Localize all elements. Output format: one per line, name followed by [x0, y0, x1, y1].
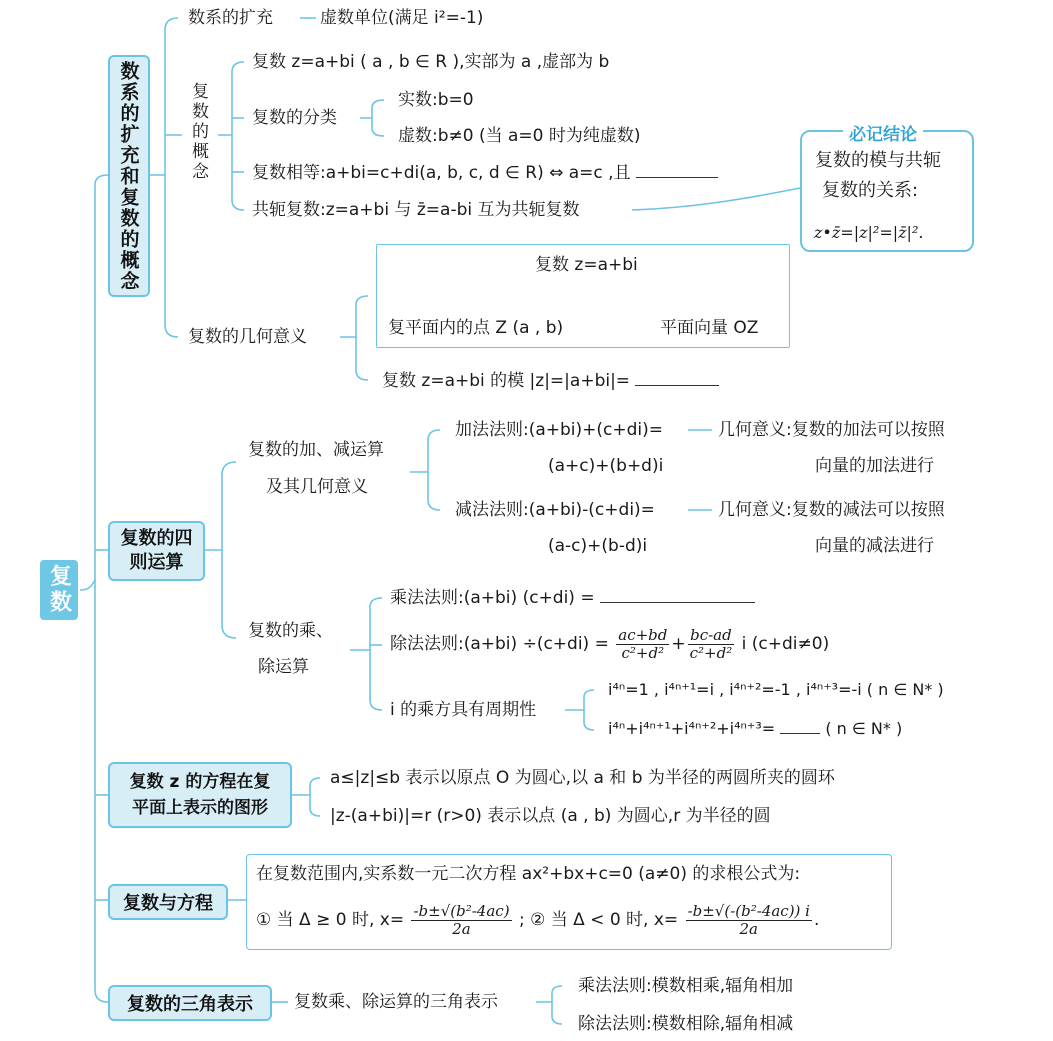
formula-cases [256, 900, 819, 940]
geometry-complex: 复数 z=a+bi [535, 255, 638, 275]
note-line1: 复数的模与共轭 [815, 150, 941, 171]
complex-equality-text: 复数相等:a+bi=c+di(a, b, c, d ∈ R) ⇔ a=c ,且 [252, 163, 631, 183]
div-rule: 除法法则:(a+bi) ÷(c+di) = $\frac{ac+bd}{\text{c²+d²}}$ + $\frac{bc-ad}{\text{c²+d²}}$ i (c+di≠0) [390, 625, 830, 662]
root2-den: 2a [739, 919, 759, 938]
mul-rule [390, 586, 755, 609]
expansion-label: 数系的扩充 [188, 8, 273, 28]
root2-num: -b±√(-(b²-4ac)) i [687, 901, 810, 920]
period-line1: i⁴ⁿ=1 , i⁴ⁿ⁺¹=i , i⁴ⁿ⁺²=-1 , i⁴ⁿ⁺³=-i ( n ∈ N* ) [608, 680, 944, 699]
imaginary-number: 虚数:b≠0 (当 a=0 时为纯虚数) [398, 126, 641, 146]
formula-end: . [813, 910, 820, 930]
graph-circle: |z-(a+bi)|=r (r>0) 表示以点 (a , b) 为圆心,r 为半径的圆 [330, 806, 771, 826]
muldiv-label2: 除运算 [258, 657, 309, 677]
real-number: 实数:b=0 [398, 90, 474, 110]
div-fraction-real [616, 627, 669, 662]
addsub-label2: 及其几何意义 [266, 477, 368, 497]
period-label: i 的乘方具有周期性 [390, 700, 537, 720]
expansion-detail: 虚数单位(满足 i²=-1) [320, 8, 484, 28]
div-den-real: c²+d² [621, 643, 665, 662]
muldiv-label1: 复数的乘、 [248, 621, 333, 641]
classification-label: 复数的分类 [252, 108, 337, 128]
note-formula: z•z̄=|z|²=|z̄|². [814, 223, 924, 242]
div-rule-text: 除法法则:(a+bi) ÷(c+di) = [390, 634, 609, 654]
modulus-text: 复数 z=a+bi 的模 |z|=|a+bi|= [382, 371, 631, 391]
trig-mul: 乘法法则:模数相乘,辐角相加 [578, 976, 794, 996]
add-rule2: (a+c)+(b+d)i [548, 456, 664, 476]
note-title: 必记结论 [843, 120, 923, 145]
graph-ring: a≤|z|≤b 表示以原点 O 为圆心,以 a 和 b 为半径的两圆所夹的圆环 [330, 768, 835, 788]
section-title-arithmetic [108, 521, 205, 581]
section-title-graph-line2: 平面上表示的图形 [132, 798, 268, 818]
note-line2: 复数的关系: [822, 180, 919, 201]
modulus-line [382, 369, 719, 392]
section-title-trig-text: 复数的三角表示 [127, 994, 253, 1015]
sub-geo2: 向量的减法进行 [815, 536, 934, 556]
root1-num: -b±√(b²-4ac) [413, 901, 510, 920]
div-suffix: i (c+di≠0) [741, 634, 830, 654]
complex-equality [252, 161, 718, 184]
trig-div: 除法法则:模数相除,辐角相减 [578, 1014, 794, 1034]
section-title-arithmetic-text: 复数的四则运算 [120, 528, 193, 573]
geometry-vector: 平面向量 OZ [660, 318, 759, 338]
addsub-label1: 复数的加、减运算 [248, 440, 384, 460]
section-title-equations-text: 复数与方程 [123, 893, 213, 914]
case2-text: ; ② 当 Δ < 0 时, x= [518, 910, 679, 930]
sub-rule2: (a-c)+(b-d)i [548, 536, 648, 556]
section-title-equation-graph [108, 762, 292, 828]
answer-blank[interactable] [780, 717, 820, 734]
section-title-concept-text: 数系的扩充和复数的概念 [117, 60, 140, 292]
case1-text: ① 当 Δ ≥ 0 时, x= [256, 910, 405, 930]
section-title-concept [108, 55, 150, 297]
answer-blank[interactable] [635, 369, 719, 386]
add-geo2: 向量的加法进行 [815, 456, 934, 476]
root-fraction-1 [411, 903, 511, 938]
div-den-imag: c²+d² [689, 643, 733, 662]
geometry-point: 复平面内的点 Z (a , b) [388, 318, 564, 338]
root-node: 复数 [40, 560, 78, 620]
root1-den: 2a [452, 919, 471, 938]
period-line2-text: i⁴ⁿ+i⁴ⁿ⁺¹+i⁴ⁿ⁺²+i⁴ⁿ⁺³= [608, 719, 776, 738]
div-fraction-imag [688, 627, 735, 662]
complex-definition: 复数 z=a+bi ( a , b ∈ R ),实部为 a ,虚部为 b [252, 52, 610, 72]
concept-label-text: 复数的概念 [188, 82, 208, 182]
add-geo1: 几何意义:复数的加法可以按照 [718, 420, 945, 440]
period-line2 [608, 717, 902, 740]
formula-intro: 在复数范围内,实系数一元二次方程 ax²+bx+c=0 (a≠0) 的求根公式为: [256, 864, 801, 884]
div-num-imag: bc-ad [690, 625, 732, 644]
section-title-equations [108, 884, 228, 920]
mul-rule-text: 乘法法则:(a+bi) (c+di) = [390, 588, 595, 608]
root-fraction-2 [686, 903, 812, 938]
period-line2-suffix: ( n ∈ N* ) [825, 719, 903, 738]
div-num-real: ac+bd [618, 625, 668, 644]
geometry-label: 复数的几何意义 [188, 327, 307, 347]
section-title-graph-line1: 复数 z 的方程在复 [129, 772, 271, 792]
add-rule1: 加法法则:(a+bi)+(c+di)= [455, 420, 664, 440]
section-title-trig [108, 985, 272, 1021]
answer-blank[interactable] [636, 161, 718, 178]
conjugate-definition: 共轭复数:z=a+bi 与 z̄=a-bi 互为共轭复数 [252, 200, 580, 220]
sub-rule1: 减法法则:(a+bi)-(c+di)= [455, 500, 655, 520]
answer-blank[interactable] [600, 586, 755, 603]
concept-label [186, 82, 210, 182]
sub-geo1: 几何意义:复数的减法可以按照 [718, 500, 945, 520]
trig-label: 复数乘、除运算的三角表示 [294, 992, 498, 1012]
